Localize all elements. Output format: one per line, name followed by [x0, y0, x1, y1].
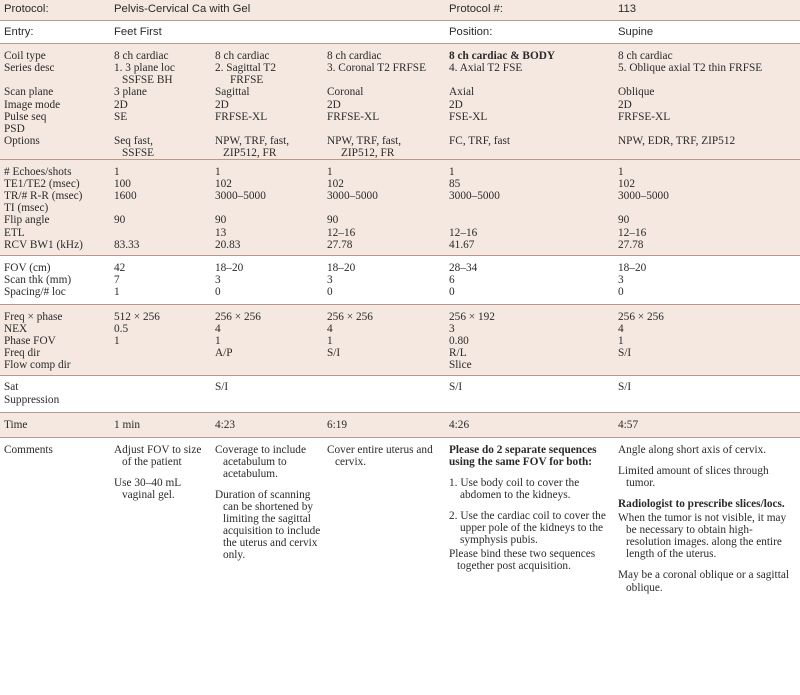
series-1-options-2: SSFSE: [122, 146, 155, 159]
series-2-options: NPW, TRF, fast,: [215, 134, 290, 147]
series-2-comment: Coverage to include acetabulum to acetabulum.: [215, 443, 306, 480]
series-5-options: NPW, EDR, TRF, ZIP512: [618, 134, 736, 147]
series-4-comments: [449, 437, 618, 593]
series-3-pulse: FRFSE-XL: [327, 110, 380, 123]
series-5-nex: 4: [618, 323, 624, 336]
series-1-echoes: 1: [114, 166, 120, 179]
row-label-echoes: # Echoes/shots: [4, 166, 72, 179]
series-5-tr: 3000–5000: [618, 190, 669, 203]
protocol-number-label: Protocol #:: [449, 0, 618, 21]
row-label-rcv: RCV BW1 (kHz): [4, 238, 83, 251]
series-5-flip: 90: [618, 214, 630, 227]
series-4-mode: 2D: [449, 98, 463, 111]
series-2-plane: Sagittal: [215, 86, 250, 99]
series-2-matrix: [215, 304, 327, 375]
series-3-coil: 8 ch cardiac: [327, 50, 382, 63]
series-5-geometry: [618, 255, 800, 304]
series-5-time: 4:57: [618, 412, 800, 437]
series-3-matrix: [327, 304, 449, 375]
series-3-mode: 2D: [327, 98, 341, 111]
series-5-comment-3: When the tumor is not visible, it may be necessary to obtain high-resolution images. along the entire length of the uterus.: [618, 512, 787, 561]
series-5-phase-fov: 1: [618, 335, 624, 348]
series-5-mode: 2D: [618, 98, 632, 111]
series-2-flip: 90: [215, 214, 227, 227]
series-3-time: 6:19: [327, 412, 449, 437]
series-3-freq-phase: 256 × 256: [327, 310, 373, 323]
series-5-fov: 18–20: [618, 261, 647, 274]
series-3-thk: 3: [327, 273, 333, 286]
series-5-comment-4: May be a coronal oblique or a sagittal oblique.: [618, 569, 789, 594]
series-1-comments: [114, 437, 215, 593]
series-3-echoes: 1: [327, 166, 333, 179]
series-1-tr: 1600: [114, 190, 137, 203]
series-3-etl: 12–16: [327, 226, 356, 239]
series-3-te: 102: [327, 178, 344, 191]
series-5-desc: 5. Oblique axial T2 thin FRFSE: [618, 62, 763, 75]
series-3-options: NPW, TRF, fast,: [327, 134, 402, 147]
series-1-comment-2: Use 30–40 mL vaginal gel.: [114, 476, 181, 501]
entry-row: [0, 21, 800, 44]
series-5-echoes: 1: [618, 166, 624, 179]
series-3-geometry: [327, 255, 449, 304]
series-2-echoes: 1: [215, 166, 221, 179]
series-2-te: 102: [215, 178, 232, 191]
entry-value: Feet First: [114, 21, 449, 44]
series-2-coil: 8 ch cardiac: [215, 50, 270, 63]
series-3-phase-fov: 1: [327, 335, 333, 348]
series-1-rcv: 83.33: [114, 238, 140, 251]
series-5-te: 102: [618, 178, 635, 191]
protocol-number: 113: [618, 0, 800, 21]
row-label-phase-fov: Phase FOV: [4, 335, 56, 348]
series-5-plane: Oblique: [618, 86, 655, 99]
series-3-freq-dir: S/I: [327, 347, 341, 360]
series-3-comment: Cover entire uterus and cervix.: [327, 443, 433, 468]
series-1-desc-2: SSFSE BH: [122, 74, 173, 87]
series-1-options: Seq fast,: [114, 134, 153, 147]
series-1-coil: 8 ch cardiac: [114, 50, 169, 63]
row-label-pulse: Pulse seq: [4, 110, 47, 123]
series-3-timing: [327, 160, 449, 256]
series-3-comments: [327, 437, 449, 593]
row-label-thk: Scan thk (mm): [4, 273, 72, 286]
row-label-flip: Flip angle: [4, 214, 50, 227]
series-5-etl: 12–16: [618, 226, 647, 239]
series-2-tr: 3000–5000: [215, 190, 266, 203]
series-4-geometry: [449, 255, 618, 304]
series-5-freq-phase: 256 × 256: [618, 310, 664, 323]
series-4-setup: [449, 44, 618, 160]
timing-group: [0, 160, 800, 256]
series-5-comment-heading: Radiologist to prescribe slices/locs.: [618, 498, 785, 510]
series-4-tr: 3000–5000: [449, 190, 500, 203]
series-2-comments: [215, 437, 327, 593]
series-4-sat: S/I: [449, 376, 618, 412]
series-3-desc: 3. Coronal T2 FRFSE: [327, 62, 426, 75]
row-label-freq-dir: Freq dir: [4, 347, 41, 360]
series-4-phase-fov: 0.80: [449, 335, 469, 348]
series-4-time: 4:26: [449, 412, 618, 437]
series-1-freq-phase: 512 × 256: [114, 310, 160, 323]
series-1-spacing: 1: [114, 285, 120, 298]
series-1-time: 1 min: [114, 412, 215, 437]
series-1-desc: 1. 3 plane loc: [114, 62, 175, 75]
series-2-setup: [215, 44, 327, 160]
series-2-freq-phase: 256 × 256: [215, 310, 261, 323]
series-5-freq-dir: S/I: [618, 347, 632, 360]
series-2-spacing: 0: [215, 285, 221, 298]
series-2-pulse: FRFSE-XL: [215, 110, 268, 123]
series-3-spacing: 0: [327, 285, 333, 298]
series-1-pulse: SE: [114, 110, 128, 123]
row-label-comments: Comments: [4, 443, 53, 456]
series-4-comment-end: Please bind these two sequences together post acquisition.: [449, 548, 596, 573]
row-label-coil: Coil type: [4, 50, 46, 63]
series-5-spacing: 0: [618, 285, 624, 298]
series-4-thk: 6: [449, 273, 455, 286]
row-label-flow: Flow comp dir: [4, 359, 71, 372]
series-4-pulse: FSE-XL: [449, 110, 488, 123]
matrix-group: [0, 304, 800, 375]
series-1-comment: Adjust FOV to size of the patient: [114, 443, 202, 468]
row-label-spacing: Spacing/# loc: [4, 285, 66, 298]
series-2-desc-2: FRFSE: [230, 74, 264, 87]
series-2-freq-dir: A/P: [215, 347, 233, 360]
row-label-mode: Image mode: [4, 98, 61, 111]
series-1-sat: [114, 376, 215, 412]
series-5-coil: 8 ch cardiac: [618, 50, 673, 63]
series-1-thk: 7: [114, 273, 120, 286]
series-1-plane: 3 plane: [114, 86, 147, 99]
series-4-comment-item-1: 1. Use body coil to cover the abdomen to the kidneys.: [449, 476, 580, 501]
series-3-flip: 90: [327, 214, 339, 227]
series-5-matrix: [618, 304, 800, 375]
series-5-timing: [618, 160, 800, 256]
series-3-sat: [327, 376, 449, 412]
row-label-series: Series desc: [4, 62, 55, 75]
series-3-plane: Coronal: [327, 86, 364, 99]
row-label-ti: TI (msec): [4, 202, 49, 215]
series-2-fov: 18–20: [215, 261, 244, 274]
series-4-matrix: [449, 304, 618, 375]
series-4-comment-heading: Please do 2 separate sequences using the same FOV for both:: [449, 443, 597, 468]
series-2-options-2: ZIP512, FR: [223, 146, 277, 159]
protocol-name: Pelvis-Cervical Ca with Gel: [114, 0, 449, 21]
series-3-rcv: 27.78: [327, 238, 353, 251]
series-5-comment: Angle along short axis of cervix.: [618, 443, 767, 456]
series-4-fov: 28–34: [449, 261, 478, 274]
series-4-rcv: 41.67: [449, 238, 475, 251]
series-2-time: 4:23: [215, 412, 327, 437]
series-1-te: 100: [114, 178, 131, 191]
series-2-desc: 2. Sagittal T2: [215, 62, 276, 75]
series-4-flow: Slice: [449, 359, 472, 372]
series-3-options-2: ZIP512, FR: [341, 146, 395, 159]
series-4-freq-dir: R/L: [449, 347, 467, 360]
row-label-fov: FOV (cm): [4, 261, 51, 274]
series-4-timing: [449, 160, 618, 256]
row-label-plane: Scan plane: [4, 86, 54, 99]
series-4-etl: 12–16: [449, 226, 478, 239]
series-1-phase-fov: 1: [114, 335, 120, 348]
protocol-header-row: [0, 0, 800, 21]
series-2-thk: 3: [215, 273, 221, 286]
protocol-label: Protocol:: [0, 0, 114, 21]
series-3-setup: [327, 44, 449, 160]
series-5-setup: [618, 44, 800, 160]
series-4-options: FC, TRF, fast: [449, 134, 511, 147]
series-4-comment-item-2: 2. Use the cardiac coil to cover the upper pole of the kidneys to the symphysis pubis.: [449, 510, 606, 547]
series-1-flip: 90: [114, 214, 126, 227]
series-4-te: 85: [449, 178, 461, 191]
row-label-options: Options: [4, 134, 40, 147]
series-1-geometry: [114, 255, 215, 304]
row-label-psd: PSD: [4, 122, 25, 135]
row-label-nex: NEX: [4, 323, 28, 336]
series-2-nex: 4: [215, 323, 221, 336]
series-1-nex: 0.5: [114, 323, 129, 336]
series-2-rcv: 20.83: [215, 238, 241, 251]
series-1-setup: [114, 44, 215, 160]
position-value: Supine: [618, 21, 800, 44]
series-3-nex: 4: [327, 323, 333, 336]
time-row: [0, 412, 800, 437]
series-2-comment-2: Duration of scanning can be shortened by limiting the sagittal acquisition to include the uterus and cervix only.: [215, 489, 321, 562]
series-2-mode: 2D: [215, 98, 229, 111]
series-4-echoes: 1: [449, 166, 455, 179]
series-1-timing: [114, 160, 215, 256]
series-2-phase-fov: 1: [215, 335, 221, 348]
series-1-fov: 42: [114, 261, 126, 274]
series-5-rcv: 27.78: [618, 238, 644, 251]
series-3-fov: 18–20: [327, 261, 356, 274]
series-2-etl: 13: [215, 226, 227, 239]
series-4-freq-phase: 256 × 192: [449, 310, 495, 323]
position-label: Position:: [449, 21, 618, 44]
row-label-etl: ETL: [4, 226, 25, 239]
series-2-sat: S/I: [215, 376, 327, 412]
series-4-spacing: 0: [449, 285, 455, 298]
series-2-timing: [215, 160, 327, 256]
geometry-group: [0, 255, 800, 304]
row-label-suppression: Suppression: [4, 393, 60, 406]
sequence-setup-group: [0, 44, 800, 160]
row-label-freq-phase: Freq × phase: [4, 310, 63, 323]
series-4-nex: 3: [449, 323, 455, 336]
series-4-desc: 4. Axial T2 FSE: [449, 62, 523, 75]
entry-label: Entry:: [0, 21, 114, 44]
row-label-te: TE1/TE2 (msec): [4, 178, 80, 191]
row-label-tr: TR/# R-R (msec): [4, 190, 83, 203]
saturation-group: [0, 376, 800, 412]
series-5-sat: S/I: [618, 376, 800, 412]
series-3-tr: 3000–5000: [327, 190, 378, 203]
series-4-coil: 8 ch cardiac & BODY: [449, 50, 556, 63]
series-5-comments: [618, 437, 800, 593]
row-label-time: Time: [0, 412, 114, 437]
series-5-thk: 3: [618, 273, 624, 286]
series-1-mode: 2D: [114, 98, 128, 111]
series-1-matrix: [114, 304, 215, 375]
comments-row: [0, 437, 800, 593]
series-5-pulse: FRFSE-XL: [618, 110, 671, 123]
series-4-plane: Axial: [449, 86, 475, 99]
row-label-sat: Sat: [4, 381, 19, 394]
series-5-comment-2: Limited amount of slices through tumor.: [618, 464, 769, 489]
series-2-geometry: [215, 255, 327, 304]
